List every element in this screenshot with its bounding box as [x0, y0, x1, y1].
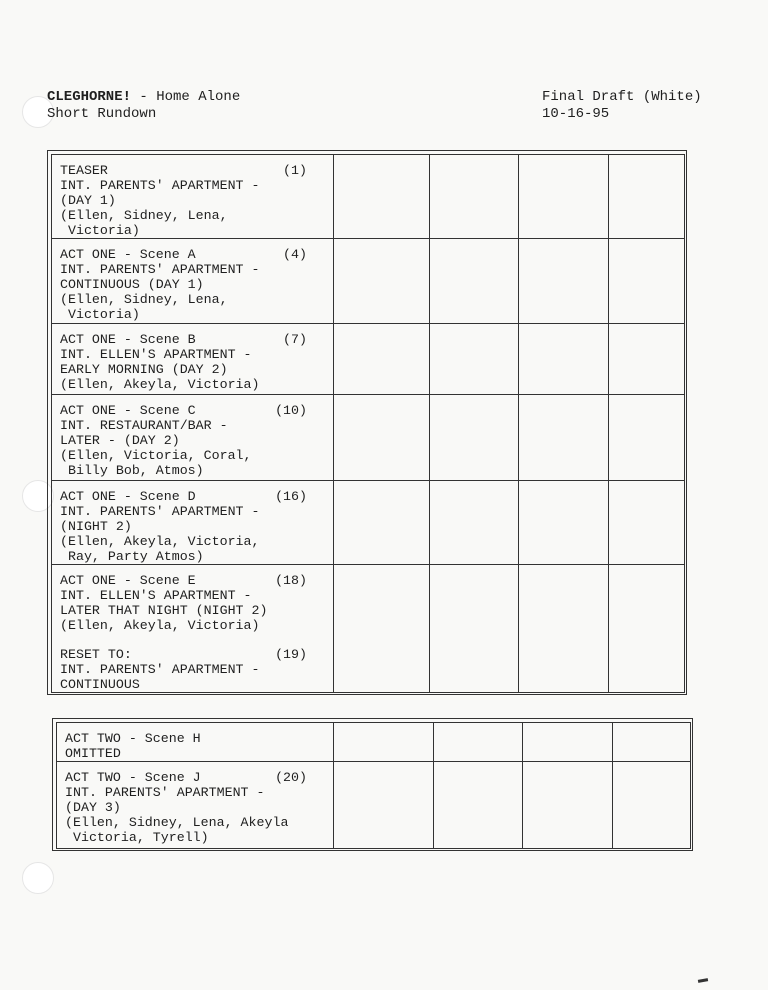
blank-cell — [430, 395, 519, 481]
reset-block — [60, 647, 325, 692]
blank-cell — [430, 481, 519, 565]
scene-line: TEASER — [60, 163, 108, 178]
blank-cell — [430, 155, 519, 239]
scene-line: LATER - (DAY 2) — [60, 433, 180, 448]
blank-cell — [609, 155, 684, 239]
blank-cell — [430, 324, 519, 395]
scene-line: INT. PARENTS' APARTMENT - — [65, 785, 265, 800]
blank-cell — [334, 395, 430, 481]
scene-cell — [52, 324, 334, 395]
scene-line: ACT TWO - Scene H — [65, 731, 201, 746]
blank-cell — [609, 481, 684, 565]
scene-cell — [52, 155, 334, 239]
draft-date: 10-16-95 — [542, 106, 610, 122]
blank-cell — [430, 565, 519, 692]
scene-line: ACT ONE - Scene C — [60, 403, 196, 418]
scene-line: INT. ELLEN'S APARTMENT - — [60, 588, 252, 603]
blank-cell — [523, 723, 613, 762]
scene-line: (DAY 1) — [60, 193, 116, 208]
scene-line: ACT ONE - Scene A — [60, 247, 196, 262]
blank-cell — [519, 155, 609, 239]
blank-cell — [334, 762, 434, 848]
blank-cell — [613, 723, 690, 762]
page-number: (10) — [275, 403, 307, 418]
rundown-table-2 — [56, 722, 691, 849]
scene-line: (Ellen, Akeyla, Victoria, — [60, 534, 260, 549]
blank-cell — [334, 155, 430, 239]
scene-cell — [52, 565, 334, 692]
scene-cell — [57, 723, 334, 762]
blank-cell — [434, 762, 523, 848]
draft-label: Final Draft (White) — [542, 89, 702, 105]
scene-line: INT. PARENTS' APARTMENT - — [60, 178, 260, 193]
scene-line: (Ellen, Akeyla, Victoria) — [60, 377, 260, 392]
header-right — [542, 89, 702, 123]
blank-cell — [523, 762, 613, 848]
page-number: (16) — [275, 489, 307, 504]
header-left — [47, 89, 240, 123]
blank-cell — [609, 565, 684, 692]
page-number: (20) — [275, 770, 307, 785]
blank-cell — [434, 723, 523, 762]
scene-line: INT. RESTAURANT/BAR - — [60, 418, 228, 433]
scene-line: (Ellen, Sidney, Lena, — [60, 208, 228, 223]
blank-cell — [334, 565, 430, 692]
blank-cell — [519, 239, 609, 324]
blank-cell — [519, 565, 609, 692]
episode-title: - Home Alone — [131, 89, 241, 105]
scene-line: (Ellen, Akeyla, Victoria) — [60, 618, 260, 633]
blank-cell — [609, 395, 684, 481]
scene-line: ACT TWO - Scene J — [65, 770, 201, 785]
scene-line: Victoria, Tyrell) — [65, 830, 209, 845]
blank-cell — [609, 239, 684, 324]
reset-line: CONTINUOUS — [60, 677, 140, 692]
scene-line: INT. PARENTS' APARTMENT - — [60, 262, 260, 277]
blank-cell — [609, 324, 684, 395]
blank-cell — [334, 481, 430, 565]
page-number: (4) — [283, 247, 307, 262]
scene-line: Billy Bob, Atmos) — [60, 463, 204, 478]
scene-cell — [52, 395, 334, 481]
scene-line: Victoria) — [60, 223, 140, 238]
reset-line: RESET TO: — [60, 647, 132, 662]
scene-line: (NIGHT 2) — [60, 519, 132, 534]
rundown-table-1 — [51, 154, 685, 693]
scene-line: INT. ELLEN'S APARTMENT - — [60, 347, 252, 362]
show-title: CLEGHORNE! — [47, 89, 132, 105]
scene-cell — [57, 762, 334, 848]
scene-line: ACT ONE - Scene D — [60, 489, 196, 504]
blank-cell — [519, 324, 609, 395]
blank-cell — [334, 239, 430, 324]
scene-line: EARLY MORNING (DAY 2) — [60, 362, 228, 377]
blank-cell — [430, 239, 519, 324]
page-number: (1) — [283, 163, 307, 178]
scene-line: Ray, Party Atmos) — [60, 549, 204, 564]
reset-line: INT. PARENTS' APARTMENT - — [60, 662, 260, 677]
scene-line: LATER THAT NIGHT (NIGHT 2) — [60, 603, 268, 618]
scene-line: CONTINUOUS (DAY 1) — [60, 277, 204, 292]
stray-mark — [698, 978, 708, 983]
scene-line: ACT ONE - Scene E — [60, 573, 196, 588]
scene-line: (Ellen, Victoria, Coral, — [60, 448, 252, 463]
blank-cell — [519, 395, 609, 481]
blank-cell — [334, 324, 430, 395]
scene-line: (Ellen, Sidney, Lena, Akeyla — [65, 815, 289, 830]
rundown-subtitle: Short Rundown — [47, 106, 157, 122]
scene-line: (DAY 3) — [65, 800, 121, 815]
blank-cell — [613, 762, 690, 848]
scene-line: INT. PARENTS' APARTMENT - — [60, 504, 260, 519]
blank-cell — [519, 481, 609, 565]
punch-hole-bottom — [22, 862, 54, 894]
reset-page-number: (19) — [275, 647, 307, 662]
scene-line: OMITTED — [65, 746, 121, 761]
page-number: (7) — [283, 332, 307, 347]
page-number: (18) — [275, 573, 307, 588]
scene-cell — [52, 239, 334, 324]
scene-cell — [52, 481, 334, 565]
scene-line: Victoria) — [60, 307, 140, 322]
blank-cell — [334, 723, 434, 762]
scene-line: ACT ONE - Scene B — [60, 332, 196, 347]
scene-line: (Ellen, Sidney, Lena, — [60, 292, 228, 307]
